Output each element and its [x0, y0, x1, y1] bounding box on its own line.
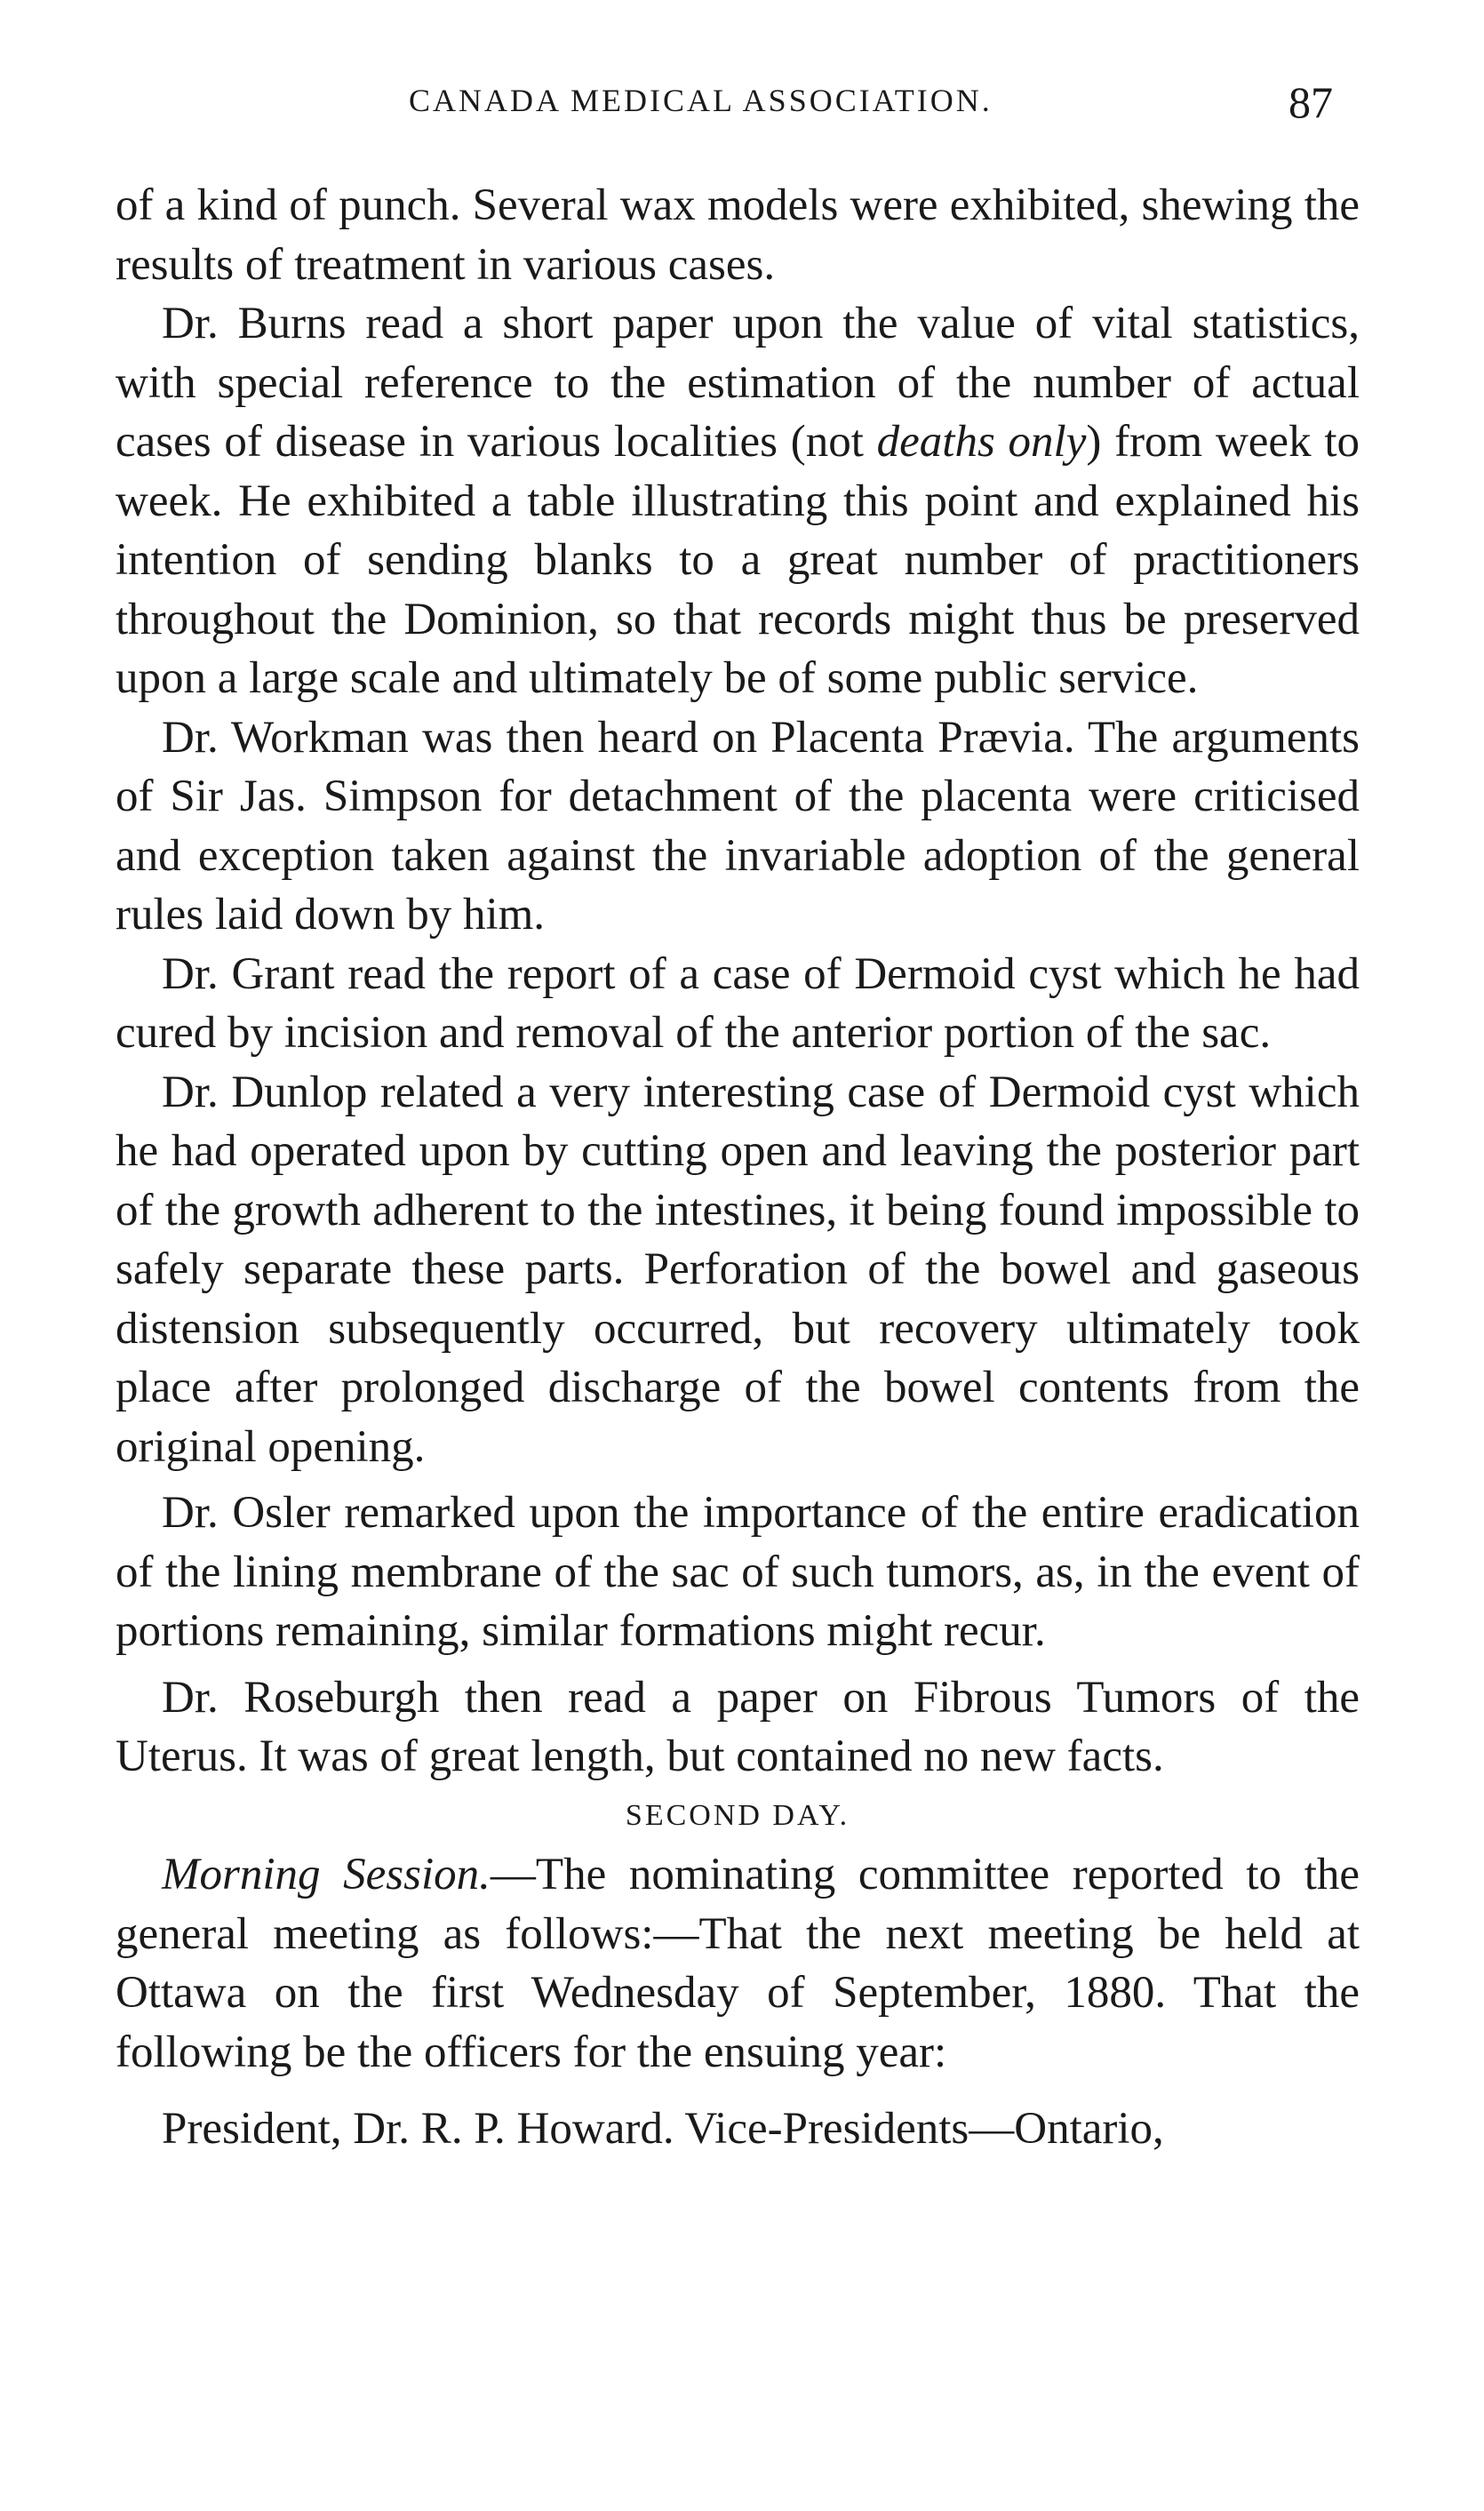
paragraph-osler: Dr. Osler remarked upon the importance of the entire eradication of the lining membrane of the sac of such tumors, as, in the event of portions remaining, similar formations might recur. — [116, 1488, 1360, 1656]
burns-italic-phrase: deaths only — [876, 417, 1087, 467]
paragraph-morning-session — [116, 1845, 1360, 2082]
paragraph-officers: President, Dr. R. P. Howard. Vice-Presidents—Ontario, — [162, 2104, 1164, 2154]
page-body — [116, 176, 1360, 2159]
paragraph-dunlop: Dr. Dunlop related a very interesting case of Dermoid cyst which he had operated upon by cutting open and leaving the posterior part of the growth adherent to the intestines, it being found impossible to safely separate these parts. Perforation of the bowel and gaseous distension subsequently occurred, but recovery ultimately took place after prolonged discharge of the bowel contents from the original opening. — [116, 1067, 1360, 1472]
running-title: CANADA MEDICAL ASSOCIATION. — [409, 83, 993, 118]
session-label: Morning Session. — [162, 1850, 491, 1899]
section-heading: SECOND DAY. — [625, 1798, 850, 1832]
burns-text-start: Dr. Burns read a short paper upon the value of vital statistics, with special reference to the estimation of the number of actual cases of disease in various localities (not — [116, 299, 1360, 467]
paragraph-grant: Dr. Grant read the report of a case of Dermoid cyst which he had cured by incision and removal of the anterior portion of the sac. — [116, 948, 1360, 1058]
session-text: —The nominating committee reported to the general meeting as follows:—That the next meeting be held at Ottawa on the first Wednesday of September, 1880. That the following be the officers for the ensuing year: — [116, 1850, 1360, 2077]
burns-text-end: ) from week to week. He exhibited a table illustrating this point and explained his intention of sending blanks to a great number of practitioners throughout the Dominion, so that records might thus be preserved upon a large scale and ultimately be of some public service. — [116, 417, 1360, 703]
paragraph-workman: Dr. Workman was then heard on Placenta Prævia. The arguments of Sir Jas. Simpson for detachment of the placenta were criticised and exception taken against the invariable adoption of the general rules laid down by him. — [116, 712, 1360, 940]
page-number: 87 — [1289, 77, 1333, 127]
paragraph-punch: of a kind of punch. Several wax models were exhibited, shewing the results of treatment in various cases. — [116, 180, 1360, 290]
paragraph-roseburgh: Dr. Roseburgh then read a paper on Fibrous Tumors of the Uterus. It was of great length, but contained no new facts. — [116, 1672, 1360, 1781]
paragraph-burns — [116, 294, 1360, 708]
